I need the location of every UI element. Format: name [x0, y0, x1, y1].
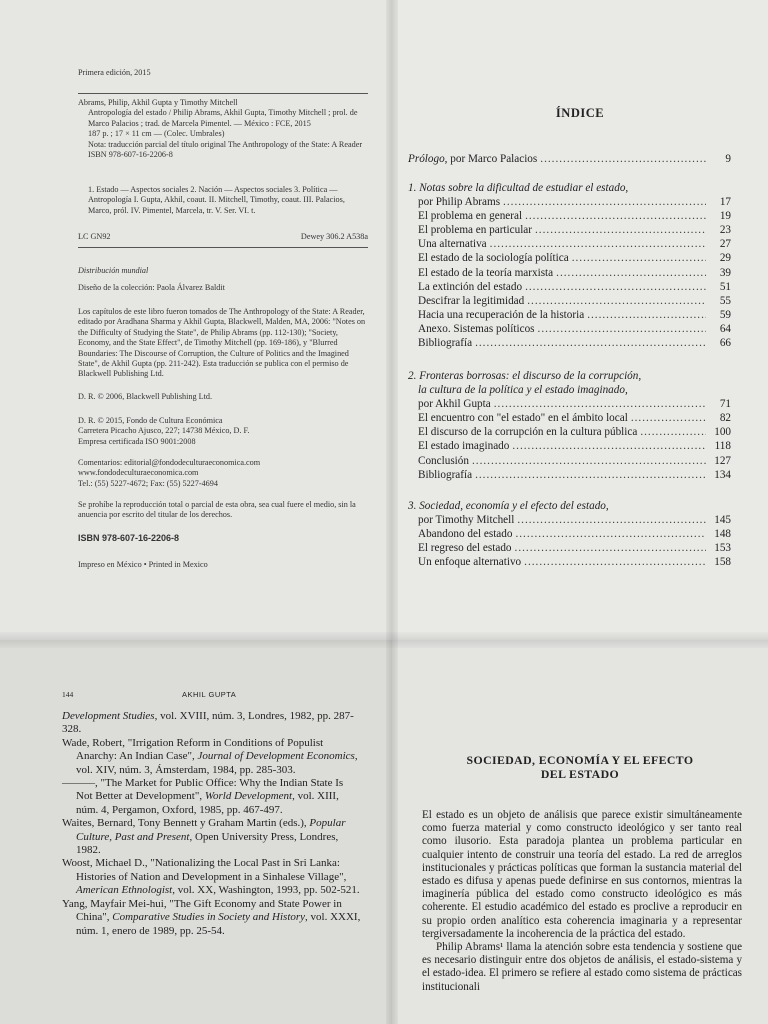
toc-section-3: 3. Sociedad, economía y el efecto del estado, por Timothy Mitchell ..... 145 Abandono del estado ..... 148 El regreso del estado ..... 153 Un enfoque alternativo ..... 158 [408, 499, 731, 569]
catalog-rule-bottom [78, 247, 368, 248]
reference-entry: Wade, Robert, "Irrigation Reform in Conditions of Populist Anarchy: An Indian Case", Journal of Development Economics, vol. XIV, núm. 3, Ámsterdam, 1984, pp. 285-303. [62, 736, 358, 776]
lc-number: LC GN92 [78, 232, 111, 241]
page-number: 144 [62, 690, 74, 699]
edition-line: Primera edición, 2015 [78, 68, 151, 77]
catalog-record: Abrams, Philip, Akhil Gupta y Timothy Mitchell Antropología del estado / Philip Abrams, Akhil Gupta, Timothy Mitchell ; prol. de Marco Palacios ; trad. de Marcela Pimentel. — México : FCE, 2015 187 p. ; 17 × 11 cm — (Colec. Umbrales) Nota: traducción parcial del título original The Anthropology of the State: A Reader ISBN 978-607-16-2206-8 [78, 98, 363, 160]
index-title: ÍNDICE [555, 106, 605, 120]
sources-note: Los capítulos de este libro fueron tomados de The Anthropology of the State: A Reader, editado por Aradhana Sharma y Akhil Gupta, Blackwell, Malden, MA, 2006: "Notes on the Difficulty of Studying the State", de Philip Abrams (pp. 112-130); "Society, Economy, and the State Effect", de Timothy Mitchell (pp. 169-186), y "Blurred Boundaries: The Discourse of Corruption, the Culture of Politics and the Imagined State", de Akhil Gupta (pp. 211-242). Esta traducción se publica con el permiso de Blackwell Publishing Ltd. [78, 307, 366, 379]
dewey-number: Dewey 306.2 A538a [300, 232, 368, 241]
toc-section-2: 2. Fronteras borrosas: el discurso de la corrupción, la cultura de la política y el estado imaginado, por Akhil Gupta ..... 71 El encuentro con "el estado" en el ámbito local ..... 82 El discurso de la corrupción en la cultura pública ..... 100 El estado imaginado ..... 118 Conclusión ..... 127 Bibliografía ..... 134 [408, 369, 731, 482]
chapter-title: SOCIEDAD, ECONOMÍA Y EL EFECTO DEL ESTADO [466, 753, 694, 781]
classification-row [78, 232, 368, 242]
toc-section-1: 1. Notas sobre la dificultad de estudiar el estado, por Philip Abrams ..... 17 El problema en general ..... 19 El problema en particular ..... 23 Una alternativa ..... 27 El estado de la sociología política ..... 29 El estado de la teoría marxista ..... 39 La extinción del estado ..... 51 Descifrar la legitimidad ..... 55 Hacia una recuperación de la historia ..... 59 Anexo. Sistemas políticos ..... 64 Bibliografía ..... 66 [408, 181, 731, 350]
reference-list [62, 710, 362, 938]
catalog-subjects: 1. Estado — Aspectos sociales 2. Nación — Aspectos sociales 3. Política — Antropología I. Gupta, Akhil, coaut. II. Mitchell, Timothy, coaut. III. Palacios, Marco, pról. IV. Pimentel, Marcela, tr. V. Ser. VI. t. [88, 185, 345, 215]
reference-entry: ———, "The Market for Public Office: Why the Indian State Is Not Better at Development", World Development, vol. XIII, núm. 4, Pergamon, Oxford, 1985, pp. 467-497. [62, 777, 344, 816]
chapter-body [422, 809, 742, 994]
printed-in: Impreso en México • Printed in Mexico [78, 560, 208, 569]
toc-prologo: Prólogo, por Marco Palacios ..... 9 [408, 152, 731, 166]
running-head: AKHIL GUPTA [182, 690, 237, 699]
prohibition-note: Se prohíbe la reproducción total o parcial de esta obra, sea cual fuere el medio, sin la anuencia por escrito del titular de los derechos. [78, 500, 356, 520]
paragraph: El estado es un objeto de análisis que parece existir simultáneamente como fuerza material y como constructo ideológico y ser tanto real como ilusorio. Esta paradoja plantea un problema particular en cualquier intento de construir una teoría del estado. La red de arreglos institucionales y prácticas políticas que forman la sustancia material del estado es difusa y apenas puede definirse en sus contornos, mientras la imaginería pública del estado como constructo ideológico es más coherente. El estudio académico del estado es proclive a reproducir en su propio orden analítico esta coherencia imaginaria y a representar tergiversadamente la incoherencia de la práctica del estado. [422, 809, 742, 940]
isbn: ISBN 978-607-16-2206-8 [78, 533, 180, 543]
reference-entry: Yang, Mayfair Mei-hui, "The Gift Economy and State Power in China", Comparative Studies in Society and History, vol. XXXI, núm. 1, enero de 1989, pp. 25-54. [62, 897, 361, 937]
rights-blackwell: D. R. © 2006, Blackwell Publishing Ltd. [78, 392, 213, 401]
reference-entry: Waites, Bernard, Tony Bennett y Graham Martin (eds.), Popular Culture, Past and Present, Open University Press, Londres, 1982. [62, 817, 346, 857]
reference-entry: Woost, Michael D., "Nationalizing the Local Past in Sri Lanka: Histories of Nation and Development in a Sinhalese Village", American Ethnologist, vol. XX, Washington, 1993, pp. 502-521. [62, 857, 360, 897]
paragraph: Philip Abrams¹ llama la atención sobre esta tendencia y sostiene que es necesario distinguir entre dos objetos de análisis, el estado-sistema y el estado-idea. El primero se refiere al estado como sistema de prácticas institucionali [422, 941, 742, 993]
distribution-note: Distribución mundial [78, 266, 149, 275]
rights-fce: D. R. © 2015, Fondo de Cultura Económica Carretera Picacho Ajusco, 227; 14738 México, D. F. Empresa certificada ISO 9001:2008 [78, 416, 250, 446]
contact-info: Comentarios: editorial@fondodeculturaeconomica.com www.fondodeculturaeconomica.com Tel.: (55) 5227-4672; Fax: (55) 5227-4694 [78, 458, 261, 488]
reference-entry: Development Studies, vol. XVIII, núm. 3, Londres, 1982, pp. 287-328. [62, 710, 354, 736]
catalog-rule-top [78, 93, 368, 94]
design-credit: Diseño de la colección: Paola Álvarez Baldit [78, 283, 225, 292]
